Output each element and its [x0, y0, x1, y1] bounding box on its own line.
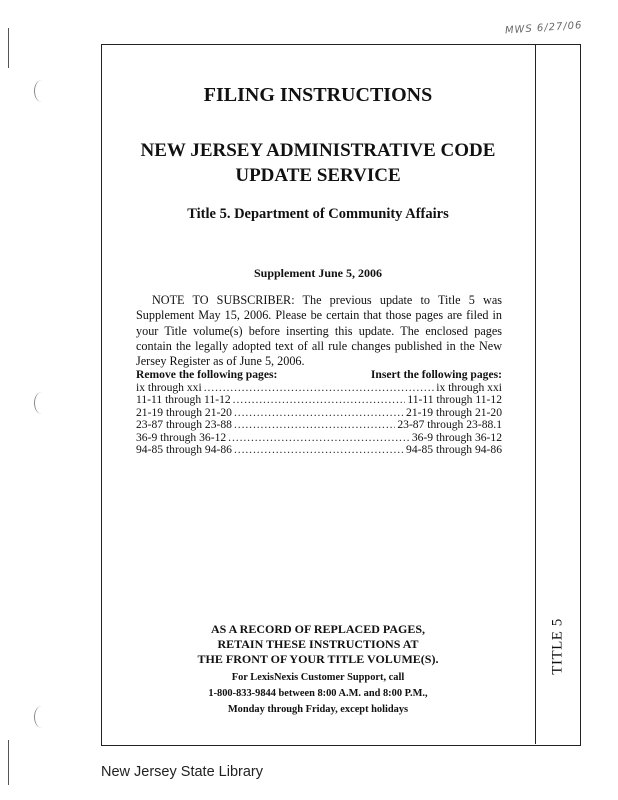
insert-header: Insert the following pages: [370, 368, 502, 381]
table-row: 11-11 through 11-12 . . . 11-11 through 11-12 [136, 394, 502, 407]
scan-edge-line-bottom [8, 740, 9, 785]
scan-edge-line-top [8, 28, 9, 68]
table-row: 36-9 through 36-12 . . . 36-9 through 36-12 [136, 432, 502, 445]
table-row: 94-85 through 94-86 . . . 94-85 through 94-86 [136, 444, 502, 457]
table-row: 23-87 through 23-88 . . . 23-87 through 23-88.1 [136, 419, 502, 432]
supplement-date: Supplement June 5, 2006 [253, 266, 383, 280]
table-header [136, 369, 502, 382]
table-row: ix through xxi . . . ix through xxi [136, 382, 502, 395]
remove-header: Remove the following pages: [136, 368, 278, 381]
page-title: FILING INSTRUCTIONS [203, 84, 433, 106]
record-notice: AS A RECORD OF REPLACED PAGES, RETAIN THESE INSTRUCTIONS AT THE FRONT OF YOUR TITLE VOLUME(S). [197, 622, 439, 666]
code-title-line-1: NEW JERSEY ADMINISTRATIVE CODE [140, 140, 496, 161]
punch-hole-bottom [34, 706, 49, 728]
punch-hole-top [34, 80, 49, 102]
code-title-line-2: UPDATE SERVICE [235, 165, 401, 186]
library-stamp: New Jersey State Library [101, 764, 263, 780]
subscriber-note: NOTE TO SUBSCRIBER: The previous update to Title 5 was Supplement May 15, 2006. Please be certain that those pages are filed in your Title volume(s) before inserting this update. The enclosed pages contain the legally adopted text of all rule changes published in the New Jersey Register as of June 5, 2006. [136, 293, 502, 369]
customer-support: For LexisNexis Customer Support, call 1-800-833-9844 between 8:00 A.M. and 8:00 P.M., Monday through Friday, except holidays [208, 672, 428, 715]
handwritten-note: MWS 6/27/06 [504, 20, 583, 37]
punch-hole-middle [34, 392, 49, 414]
pages-table [136, 369, 502, 457]
tab-label: TITLE 5 [549, 617, 566, 675]
title-section: Title 5. Department of Community Affairs [187, 206, 449, 222]
code-title [118, 138, 518, 188]
table-row: 21-19 through 21-20 . . . 21-19 through 21-20 [136, 407, 502, 420]
